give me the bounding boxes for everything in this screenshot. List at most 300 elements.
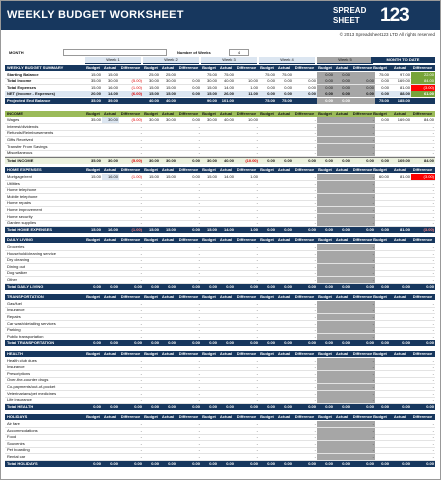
daily-item-row-cell[interactable]	[334, 270, 351, 276]
summary-row-cell[interactable]: 0.00	[267, 84, 275, 90]
summary-row-cell[interactable]: 14.00	[107, 91, 118, 97]
daily-item-row-cell[interactable]	[160, 257, 177, 263]
holidays-item-row-cell[interactable]	[102, 447, 119, 453]
home-total-row-cell[interactable]: 15.00	[148, 226, 159, 232]
income-item-row-cell[interactable]	[317, 124, 334, 130]
holidays-item-row-cell[interactable]	[85, 434, 102, 440]
holidays-item-row-cell[interactable]	[259, 434, 276, 440]
summary-row-cell[interactable]: 35.00	[90, 78, 101, 84]
daily-item-row-cell[interactable]	[201, 251, 218, 257]
summary-row-cell[interactable]: 75.00	[281, 98, 292, 103]
holidays-total-row-cell[interactable]: 0.00	[168, 460, 176, 466]
income-item-row-cell[interactable]	[334, 130, 351, 136]
holidays-item-row-cell[interactable]	[201, 447, 218, 453]
income-item-row-cell[interactable]	[276, 144, 293, 150]
health-item-row-cell[interactable]	[218, 371, 235, 377]
health-item-row-cell[interactable]	[143, 377, 160, 383]
transport-item-row-cell[interactable]	[85, 301, 102, 307]
home-item-row-cell[interactable]	[85, 214, 102, 220]
health-item-row-cell[interactable]	[259, 397, 276, 403]
health-item-row-cell[interactable]	[160, 384, 177, 390]
health-item-row-cell[interactable]	[334, 384, 351, 390]
home-total-row-cell[interactable]: 15.00	[90, 226, 101, 232]
home-total-row-cell[interactable]: 0.00	[267, 226, 275, 232]
health-item-row-cell[interactable]	[102, 377, 119, 383]
daily-item-row-cell[interactable]	[85, 244, 102, 250]
transport-item-row-cell[interactable]	[317, 327, 334, 333]
daily-total-row-cell[interactable]: 0.00	[151, 283, 159, 289]
health-item-row-cell[interactable]	[334, 358, 351, 364]
daily-item-row-cell[interactable]	[102, 264, 119, 270]
holidays-item-row-cell[interactable]	[218, 454, 235, 460]
health-item-row-cell[interactable]	[334, 364, 351, 370]
health-total-row-cell[interactable]: 0.00	[151, 403, 159, 409]
health-item-row-cell[interactable]	[102, 397, 119, 403]
daily-item-row-cell[interactable]	[317, 264, 334, 270]
health-item-row-cell[interactable]	[218, 397, 235, 403]
transport-total-row-cell[interactable]: 0.00	[267, 340, 275, 346]
health-item-row-cell[interactable]	[259, 364, 276, 370]
home-item-row-cell[interactable]	[160, 220, 177, 226]
daily-item-row-cell[interactable]	[143, 244, 160, 250]
transport-item-row-cell[interactable]	[201, 301, 218, 307]
daily-item-row-cell[interactable]	[334, 277, 351, 283]
home-item-row-cell[interactable]	[85, 187, 102, 193]
health-item-row-cell[interactable]	[143, 384, 160, 390]
income-item-row-cell[interactable]	[259, 137, 276, 143]
daily-item-row-cell[interactable]	[85, 270, 102, 276]
transport-total-row-cell[interactable]: 0.00	[325, 340, 333, 346]
health-item-row-cell[interactable]	[276, 358, 293, 364]
transport-item-row-cell[interactable]	[160, 314, 177, 320]
home-total-row-cell[interactable]: 0.00	[325, 226, 333, 232]
home-item-row-cell[interactable]	[218, 194, 235, 200]
transport-item-row-cell[interactable]	[143, 334, 160, 340]
daily-item-row-cell[interactable]	[218, 270, 235, 276]
income-item-row-cell[interactable]: 30.00	[102, 117, 119, 123]
holidays-item-row-cell[interactable]	[218, 421, 235, 427]
summary-row-cell[interactable]: 0.00	[334, 78, 351, 84]
daily-item-row-cell[interactable]	[334, 244, 351, 250]
home-item-row-cell[interactable]	[259, 194, 276, 200]
health-item-row-cell[interactable]	[218, 384, 235, 390]
daily-item-row-cell[interactable]	[85, 257, 102, 263]
daily-item-row-cell[interactable]	[317, 244, 334, 250]
income-total-row-cell[interactable]: 0.00	[267, 157, 275, 163]
home-item-row-cell[interactable]	[276, 174, 293, 180]
home-item-row-cell[interactable]	[334, 194, 351, 200]
daily-item-row-cell[interactable]	[160, 264, 177, 270]
home-item-row-cell[interactable]	[276, 214, 293, 220]
home-item-row-cell[interactable]	[143, 207, 160, 213]
income-item-row-cell[interactable]	[334, 137, 351, 143]
health-item-row-cell[interactable]	[160, 364, 177, 370]
transport-item-row-cell[interactable]	[143, 307, 160, 313]
holidays-item-row-cell[interactable]	[276, 434, 293, 440]
health-item-row-cell[interactable]	[143, 364, 160, 370]
health-item-row-cell[interactable]	[259, 384, 276, 390]
weeks-input[interactable]: 4	[229, 49, 249, 56]
home-item-row-cell[interactable]	[334, 187, 351, 193]
holidays-total-row-cell[interactable]: 0.00	[93, 460, 101, 466]
home-item-row-cell[interactable]	[317, 200, 334, 206]
holidays-item-row-cell[interactable]	[201, 421, 218, 427]
holidays-item-row-cell[interactable]	[276, 447, 293, 453]
health-item-row-cell[interactable]	[201, 358, 218, 364]
transport-item-row-cell[interactable]	[85, 327, 102, 333]
summary-row-cell[interactable]: 30.00	[165, 78, 176, 84]
summary-row-cell[interactable]: 39.00	[107, 98, 118, 103]
home-item-row-cell[interactable]	[85, 200, 102, 206]
transport-item-row-cell[interactable]	[218, 334, 235, 340]
health-item-row-cell[interactable]	[218, 364, 235, 370]
health-item-row-cell[interactable]	[160, 377, 177, 383]
daily-item-row-cell[interactable]	[201, 264, 218, 270]
income-item-row-cell[interactable]	[218, 137, 235, 143]
holidays-item-row-cell[interactable]	[276, 428, 293, 434]
month-input[interactable]	[63, 49, 167, 56]
income-item-row-cell[interactable]	[334, 124, 351, 130]
transport-item-row-cell[interactable]	[102, 334, 119, 340]
home-item-row-cell[interactable]	[218, 200, 235, 206]
summary-row-cell[interactable]: 15.00	[148, 91, 159, 97]
daily-item-row-cell[interactable]	[334, 264, 351, 270]
daily-item-row-cell[interactable]	[102, 244, 119, 250]
daily-item-row-cell[interactable]	[201, 257, 218, 263]
home-item-row-cell[interactable]	[334, 174, 351, 180]
health-total-row-cell[interactable]: 0.00	[93, 403, 101, 409]
home-item-row-cell[interactable]	[160, 214, 177, 220]
summary-row-cell[interactable]: 15.00	[107, 71, 118, 77]
home-item-row-cell[interactable]	[276, 181, 293, 187]
home-item-row-cell[interactable]	[259, 200, 276, 206]
income-item-row-cell[interactable]: 40.00	[223, 117, 234, 123]
health-item-row-cell[interactable]	[218, 377, 235, 383]
holidays-item-row-cell[interactable]	[334, 428, 351, 434]
holidays-item-row-cell[interactable]	[317, 454, 334, 460]
health-item-row-cell[interactable]	[160, 391, 177, 397]
health-item-row-cell[interactable]	[259, 358, 276, 364]
holidays-item-row-cell[interactable]	[102, 421, 119, 427]
income-item-row-cell[interactable]	[317, 150, 334, 156]
income-item-row-cell[interactable]	[201, 124, 218, 130]
transport-item-row-cell[interactable]	[276, 327, 293, 333]
home-item-row-cell[interactable]	[85, 181, 102, 187]
transport-item-row-cell[interactable]	[259, 307, 276, 313]
income-item-row-cell[interactable]	[259, 150, 276, 156]
transport-total-row-cell[interactable]: 0.00	[151, 340, 159, 346]
health-item-row-cell[interactable]	[334, 371, 351, 377]
health-item-row-cell[interactable]	[85, 384, 102, 390]
summary-row-cell[interactable]: 15.00	[148, 84, 159, 90]
health-item-row-cell[interactable]	[201, 364, 218, 370]
health-item-row-cell[interactable]	[317, 384, 334, 390]
health-item-row-cell[interactable]	[85, 377, 102, 383]
home-item-row-cell[interactable]	[102, 207, 119, 213]
income-item-row-cell[interactable]	[334, 144, 351, 150]
home-item-row-cell[interactable]	[160, 200, 177, 206]
daily-total-row-cell[interactable]: 0.00	[209, 283, 217, 289]
summary-row-cell[interactable]: 15.00	[165, 91, 176, 97]
home-item-row-cell[interactable]	[317, 174, 334, 180]
income-item-row-cell[interactable]	[218, 150, 235, 156]
transport-item-row-cell[interactable]	[160, 334, 177, 340]
home-total-row-cell[interactable]: 16.00	[107, 226, 118, 232]
daily-item-row-cell[interactable]	[259, 270, 276, 276]
home-total-row-cell[interactable]: 15.00	[206, 226, 217, 232]
transport-item-row-cell[interactable]	[218, 327, 235, 333]
transport-total-row-cell[interactable]: 0.00	[284, 340, 292, 346]
home-item-row-cell[interactable]	[102, 200, 119, 206]
transport-item-row-cell[interactable]	[276, 334, 293, 340]
transport-item-row-cell[interactable]	[102, 314, 119, 320]
holidays-item-row-cell[interactable]	[317, 447, 334, 453]
health-item-row-cell[interactable]	[317, 391, 334, 397]
income-total-row-cell[interactable]: 30.00	[107, 157, 118, 163]
holidays-item-row-cell[interactable]	[218, 428, 235, 434]
holidays-total-row-cell[interactable]: 0.00	[151, 460, 159, 466]
health-item-row-cell[interactable]	[102, 364, 119, 370]
home-item-row-cell[interactable]	[259, 181, 276, 187]
holidays-item-row-cell[interactable]	[334, 441, 351, 447]
home-total-row-cell[interactable]: 0.00	[342, 226, 350, 232]
home-item-row-cell[interactable]	[201, 194, 218, 200]
home-item-row-cell[interactable]	[201, 181, 218, 187]
home-item-row-cell[interactable]	[143, 194, 160, 200]
home-item-row-cell[interactable]	[143, 200, 160, 206]
daily-item-row-cell[interactable]	[85, 251, 102, 257]
holidays-item-row-cell[interactable]	[143, 434, 160, 440]
transport-item-row-cell[interactable]	[85, 314, 102, 320]
summary-row-cell[interactable]: 14.00	[223, 84, 234, 90]
health-item-row-cell[interactable]	[276, 397, 293, 403]
summary-row-cell[interactable]: 0.00	[317, 72, 334, 78]
daily-item-row-cell[interactable]	[143, 277, 160, 283]
health-item-row-cell[interactable]	[317, 371, 334, 377]
daily-item-row-cell[interactable]	[317, 270, 334, 276]
holidays-total-row-cell[interactable]: 0.00	[342, 460, 350, 466]
home-item-row-cell[interactable]	[201, 187, 218, 193]
health-total-row-cell[interactable]: 0.00	[267, 403, 275, 409]
daily-item-row-cell[interactable]	[334, 251, 351, 257]
home-item-row-cell[interactable]	[201, 200, 218, 206]
daily-total-row-cell[interactable]: 0.00	[110, 283, 118, 289]
holidays-total-row-cell[interactable]: 0.00	[209, 460, 217, 466]
health-item-row-cell[interactable]	[259, 377, 276, 383]
transport-item-row-cell[interactable]	[201, 321, 218, 327]
holidays-item-row-cell[interactable]	[259, 447, 276, 453]
health-item-row-cell[interactable]	[259, 391, 276, 397]
home-item-row-cell[interactable]	[102, 220, 119, 226]
home-item-row-cell[interactable]	[334, 220, 351, 226]
income-item-row-cell[interactable]	[201, 130, 218, 136]
summary-row-cell[interactable]: 25.00	[165, 71, 176, 77]
transport-item-row-cell[interactable]	[317, 307, 334, 313]
daily-item-row-cell[interactable]	[218, 244, 235, 250]
summary-row-cell[interactable]: 75.00	[223, 71, 234, 77]
transport-item-row-cell[interactable]	[334, 314, 351, 320]
health-item-row-cell[interactable]	[201, 377, 218, 383]
health-item-row-cell[interactable]	[143, 371, 160, 377]
holidays-item-row-cell[interactable]	[143, 421, 160, 427]
transport-item-row-cell[interactable]	[85, 307, 102, 313]
holidays-item-row-cell[interactable]	[102, 441, 119, 447]
daily-total-row-cell[interactable]: 0.00	[267, 283, 275, 289]
income-total-row-cell[interactable]: 30.00	[148, 157, 159, 163]
home-item-row-cell[interactable]	[201, 207, 218, 213]
income-item-row-cell[interactable]	[201, 144, 218, 150]
transport-item-row-cell[interactable]	[218, 301, 235, 307]
health-total-row-cell[interactable]: 0.00	[284, 403, 292, 409]
daily-item-row-cell[interactable]	[276, 277, 293, 283]
holidays-item-row-cell[interactable]	[334, 447, 351, 453]
home-total-row-cell[interactable]: 0.00	[284, 226, 292, 232]
summary-row-cell[interactable]: 26.00	[223, 91, 234, 97]
income-item-row-cell[interactable]	[317, 130, 334, 136]
health-item-row-cell[interactable]	[102, 384, 119, 390]
income-item-row-cell[interactable]	[160, 124, 177, 130]
daily-item-row-cell[interactable]	[218, 257, 235, 263]
home-item-row-cell[interactable]	[334, 214, 351, 220]
holidays-item-row-cell[interactable]	[201, 454, 218, 460]
health-item-row-cell[interactable]	[276, 364, 293, 370]
income-item-row-cell[interactable]	[201, 150, 218, 156]
health-item-row-cell[interactable]	[201, 384, 218, 390]
transport-item-row-cell[interactable]	[334, 307, 351, 313]
home-item-row-cell[interactable]: 15.00	[148, 174, 159, 179]
income-item-row-cell[interactable]	[334, 150, 351, 156]
holidays-item-row-cell[interactable]	[276, 441, 293, 447]
home-item-row-cell[interactable]	[276, 200, 293, 206]
home-item-row-cell[interactable]	[102, 181, 119, 187]
transport-item-row-cell[interactable]	[317, 334, 334, 340]
health-item-row-cell[interactable]	[160, 358, 177, 364]
transport-item-row-cell[interactable]	[317, 321, 334, 327]
daily-item-row-cell[interactable]	[143, 251, 160, 257]
holidays-item-row-cell[interactable]	[259, 428, 276, 434]
summary-row-cell[interactable]: 0.00	[334, 91, 351, 97]
home-item-row-cell[interactable]	[317, 194, 334, 200]
daily-item-row-cell[interactable]	[259, 251, 276, 257]
home-item-row-cell[interactable]	[201, 220, 218, 226]
transport-item-row-cell[interactable]	[334, 321, 351, 327]
holidays-item-row-cell[interactable]	[334, 454, 351, 460]
holidays-item-row-cell[interactable]	[143, 454, 160, 460]
health-item-row-cell[interactable]	[259, 371, 276, 377]
holidays-item-row-cell[interactable]	[259, 441, 276, 447]
holidays-item-row-cell[interactable]	[317, 421, 334, 427]
income-item-row-cell[interactable]	[102, 150, 119, 156]
holidays-item-row-cell[interactable]	[218, 441, 235, 447]
transport-item-row-cell[interactable]	[218, 314, 235, 320]
income-item-row-cell[interactable]	[143, 137, 160, 143]
daily-total-row-cell[interactable]: 0.00	[226, 283, 234, 289]
health-item-row-cell[interactable]	[143, 358, 160, 364]
home-item-row-cell[interactable]	[334, 207, 351, 213]
holidays-item-row-cell[interactable]	[218, 434, 235, 440]
transport-item-row-cell[interactable]	[218, 321, 235, 327]
summary-row-cell[interactable]: 15.00	[90, 84, 101, 90]
health-item-row-cell[interactable]	[334, 397, 351, 403]
daily-total-row-cell[interactable]: 0.00	[325, 283, 333, 289]
summary-row-cell[interactable]: 0.00	[334, 85, 351, 91]
holidays-item-row-cell[interactable]	[317, 441, 334, 447]
home-item-row-cell[interactable]: 14.00	[223, 174, 234, 179]
income-item-row-cell[interactable]	[317, 117, 334, 123]
health-total-row-cell[interactable]: 0.00	[342, 403, 350, 409]
income-item-row-cell[interactable]	[85, 137, 102, 143]
transport-item-row-cell[interactable]	[201, 334, 218, 340]
holidays-item-row-cell[interactable]	[160, 447, 177, 453]
home-item-row-cell[interactable]	[334, 200, 351, 206]
summary-row-cell[interactable]: 20.00	[90, 91, 101, 97]
income-item-row-cell[interactable]	[259, 124, 276, 130]
transport-item-row-cell[interactable]	[160, 307, 177, 313]
holidays-item-row-cell[interactable]	[259, 421, 276, 427]
home-item-row-cell[interactable]	[317, 187, 334, 193]
home-item-row-cell[interactable]	[85, 220, 102, 226]
health-total-row-cell[interactable]: 0.00	[226, 403, 234, 409]
transport-item-row-cell[interactable]	[334, 327, 351, 333]
summary-row-cell[interactable]: 0.00	[334, 72, 351, 78]
transport-item-row-cell[interactable]	[143, 321, 160, 327]
home-item-row-cell[interactable]: 15.00	[165, 174, 176, 179]
home-item-row-cell[interactable]	[218, 207, 235, 213]
income-total-row-cell[interactable]: 0.00	[284, 157, 292, 163]
health-item-row-cell[interactable]	[85, 371, 102, 377]
holidays-item-row-cell[interactable]	[85, 454, 102, 460]
income-item-row-cell[interactable]	[85, 130, 102, 136]
home-item-row-cell[interactable]	[160, 207, 177, 213]
income-total-row-cell[interactable]: 0.00	[342, 157, 350, 163]
holidays-item-row-cell[interactable]	[102, 454, 119, 460]
holidays-item-row-cell[interactable]	[160, 441, 177, 447]
holidays-item-row-cell[interactable]	[276, 421, 293, 427]
daily-item-row-cell[interactable]	[276, 264, 293, 270]
daily-item-row-cell[interactable]	[85, 264, 102, 270]
daily-item-row-cell[interactable]	[201, 244, 218, 250]
health-item-row-cell[interactable]	[201, 397, 218, 403]
home-item-row-cell[interactable]	[259, 187, 276, 193]
home-item-row-cell[interactable]	[317, 181, 334, 187]
transport-item-row-cell[interactable]	[259, 301, 276, 307]
transport-total-row-cell[interactable]: 0.00	[342, 340, 350, 346]
daily-item-row-cell[interactable]	[334, 257, 351, 263]
summary-row-cell[interactable]: 25.00	[148, 71, 159, 77]
income-item-row-cell[interactable]	[276, 130, 293, 136]
daily-item-row-cell[interactable]	[160, 277, 177, 283]
transport-total-row-cell[interactable]: 0.00	[209, 340, 217, 346]
daily-item-row-cell[interactable]	[102, 277, 119, 283]
holidays-item-row-cell[interactable]	[85, 421, 102, 427]
summary-row-cell[interactable]: 15.00	[206, 91, 217, 97]
transport-item-row-cell[interactable]	[160, 321, 177, 327]
transport-item-row-cell[interactable]	[317, 314, 334, 320]
transport-item-row-cell[interactable]	[317, 301, 334, 307]
home-item-row-cell[interactable]	[276, 207, 293, 213]
transport-item-row-cell[interactable]	[276, 314, 293, 320]
transport-item-row-cell[interactable]	[102, 327, 119, 333]
holidays-item-row-cell[interactable]	[276, 454, 293, 460]
summary-row-cell[interactable]: 40.00	[165, 98, 176, 103]
holidays-item-row-cell[interactable]	[102, 428, 119, 434]
health-item-row-cell[interactable]	[276, 384, 293, 390]
transport-item-row-cell[interactable]	[85, 334, 102, 340]
holidays-item-row-cell[interactable]	[102, 434, 119, 440]
holidays-item-row-cell[interactable]	[160, 454, 177, 460]
health-item-row-cell[interactable]	[143, 391, 160, 397]
daily-item-row-cell[interactable]	[85, 277, 102, 283]
